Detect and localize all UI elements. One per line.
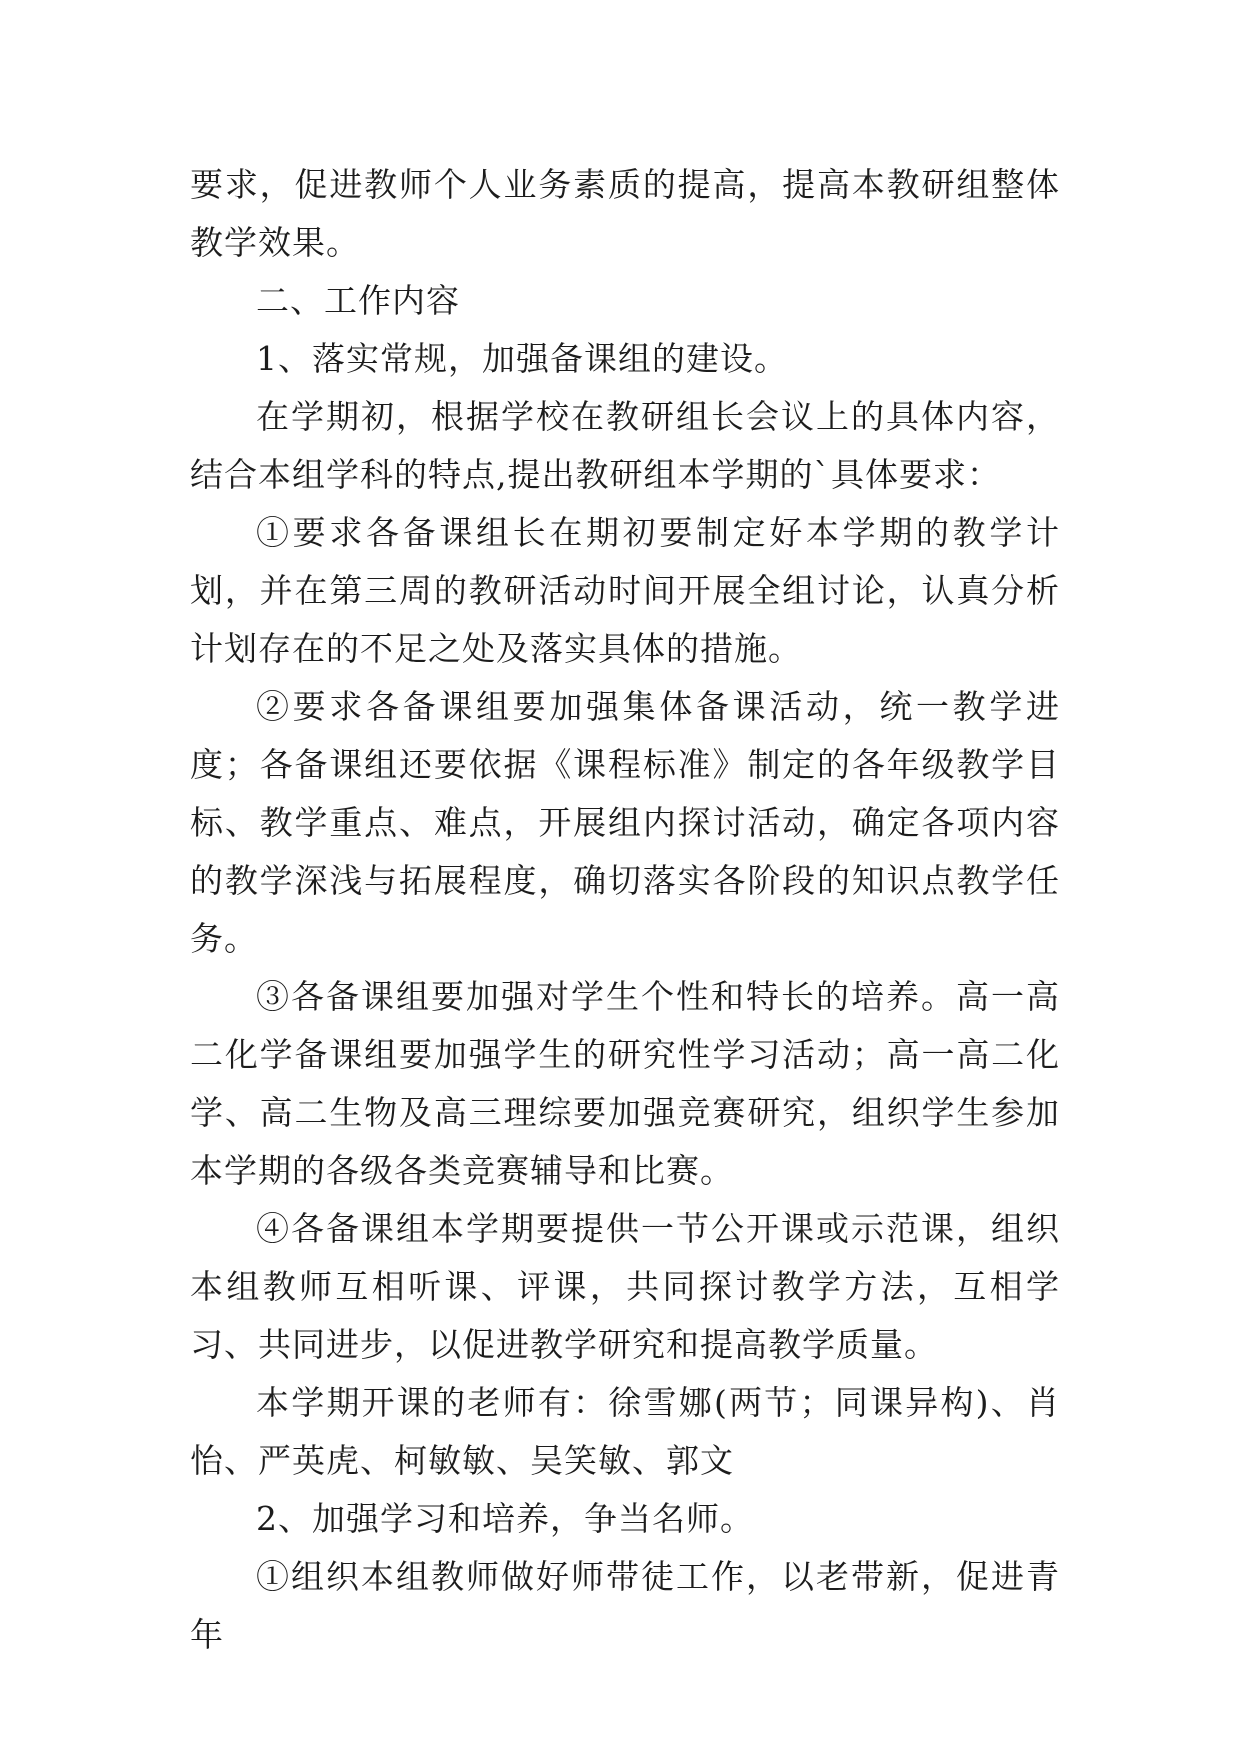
requirement-2: ②要求各备课组要加强集体备课活动，统一教学进度；各备课组还要依据《课程标准》制定的各年级教学目标、教学重点、难点，开展组内探讨活动，确定各项内容的教学深浅与拓展程度，确切落实各阶段的知识点教学任务。 — [190, 687, 1060, 958]
paragraph-1: 要求，促进教师个人业务素质的提高，提高本教研组整体教学效果。 — [190, 165, 1060, 262]
requirement-4: ④各备课组本学期要提供一节公开课或示范课，组织本组教师互相听课、评课，共同探讨教学方法，互相学习、共同进步，以促进教学研究和提高教学质量。 — [190, 1209, 1060, 1364]
paragraph-3: ①组织本组教师做好师带徒工作，以老带新，促进青年 — [190, 1557, 1060, 1654]
section-heading-work-content: 二、工作内容 — [256, 281, 460, 320]
requirement-1: ①要求各备课组长在期初要制定好本学期的教学计划，并在第三周的教研活动时间开展全组讨论，认真分析计划存在的不足之处及落实具体的措施。 — [190, 513, 1060, 668]
document-body — [190, 156, 1060, 1664]
item-heading-2: 2、加强学习和培养，争当名师。 — [256, 1499, 754, 1538]
item-heading-1: 1、落实常规，加强备课组的建设。 — [256, 339, 788, 378]
paragraph-2: 在学期初，根据学校在教研组长会议上的具体内容，结合本组学科的特点,提出教研组本学期的`具体要求： — [190, 397, 1060, 494]
requirement-3: ③各备课组要加强对学生个性和特长的培养。高一高二化学备课组要加强学生的研究性学习活动；高一高二化学、高二生物及高三理综要加强竞赛研究，组织学生参加本学期的各级各类竞赛辅导和比赛。 — [190, 977, 1060, 1190]
teacher-list: 本学期开课的老师有：徐雪娜(两节；同课异构)、肖怡、严英虎、柯敏敏、吴笑敏、郭文 — [190, 1383, 1060, 1480]
